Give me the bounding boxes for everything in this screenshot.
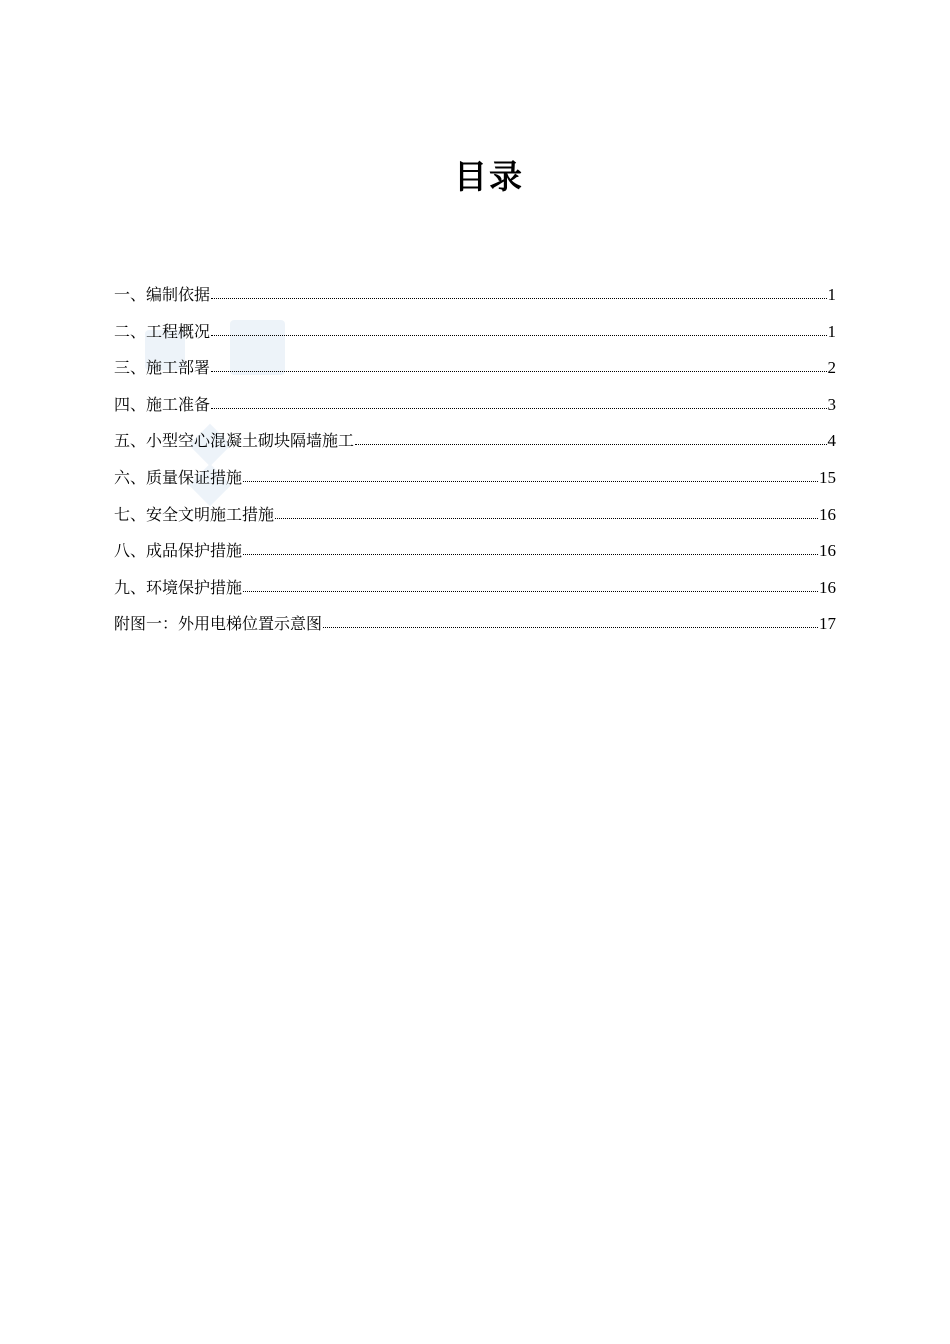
toc-entry-label: 三、施工部署 [114, 358, 211, 378]
toc-entry-label: 八、成品保护措施 [114, 541, 243, 561]
toc-entry-page: 1 [827, 285, 836, 304]
toc-entry[interactable] [114, 387, 836, 424]
page-title: 目录 [454, 157, 524, 196]
toc-entry[interactable] [114, 606, 836, 643]
toc-leader-dots [211, 334, 826, 336]
toc-entry-page: 17 [819, 614, 836, 634]
toc-entry[interactable] [114, 497, 836, 534]
toc-entry-label: 一、编制依据 [114, 285, 211, 304]
toc-entry-page: 16 [819, 577, 836, 597]
toc-leader-dots [243, 553, 818, 555]
table-of-contents [114, 277, 836, 643]
toc-entry[interactable] [114, 350, 836, 387]
toc-entry-label: 五、小型空心混凝土砌块隔墙施工 [114, 431, 355, 451]
toc-leader-dots [323, 626, 818, 628]
toc-leader-dots [275, 517, 818, 519]
toc-entry-page: 16 [819, 541, 836, 561]
toc-entry[interactable] [114, 570, 836, 607]
toc-entry[interactable] [114, 314, 836, 351]
toc-entry[interactable] [114, 460, 836, 497]
toc-entry-page: 1 [827, 321, 836, 341]
toc-entry[interactable] [114, 533, 836, 570]
toc-leader-dots [211, 297, 826, 299]
toc-entry-label: 四、施工准备 [114, 394, 211, 414]
toc-entry-label: 附图一：外用电梯位置示意图 [114, 614, 323, 634]
toc-entry[interactable] [114, 277, 836, 314]
toc-leader-dots [243, 590, 818, 592]
toc-entry-label: 七、安全文明施工措施 [114, 504, 275, 524]
toc-entry-page: 15 [819, 467, 836, 487]
toc-entry-page: 3 [827, 394, 836, 414]
toc-leader-dots [355, 443, 826, 445]
toc-entry-label: 九、环境保护措施 [114, 577, 243, 597]
toc-entry-page: 16 [819, 504, 836, 524]
toc-entry-label: 二、工程概况 [114, 321, 211, 341]
toc-leader-dots [211, 407, 826, 409]
toc-entry-page: 2 [827, 358, 836, 378]
toc-entry-label: 六、质量保证措施 [114, 467, 243, 487]
toc-entry[interactable] [114, 423, 836, 460]
toc-leader-dots [243, 480, 818, 482]
toc-leader-dots [211, 370, 826, 372]
toc-entry-page: 4 [827, 431, 836, 451]
